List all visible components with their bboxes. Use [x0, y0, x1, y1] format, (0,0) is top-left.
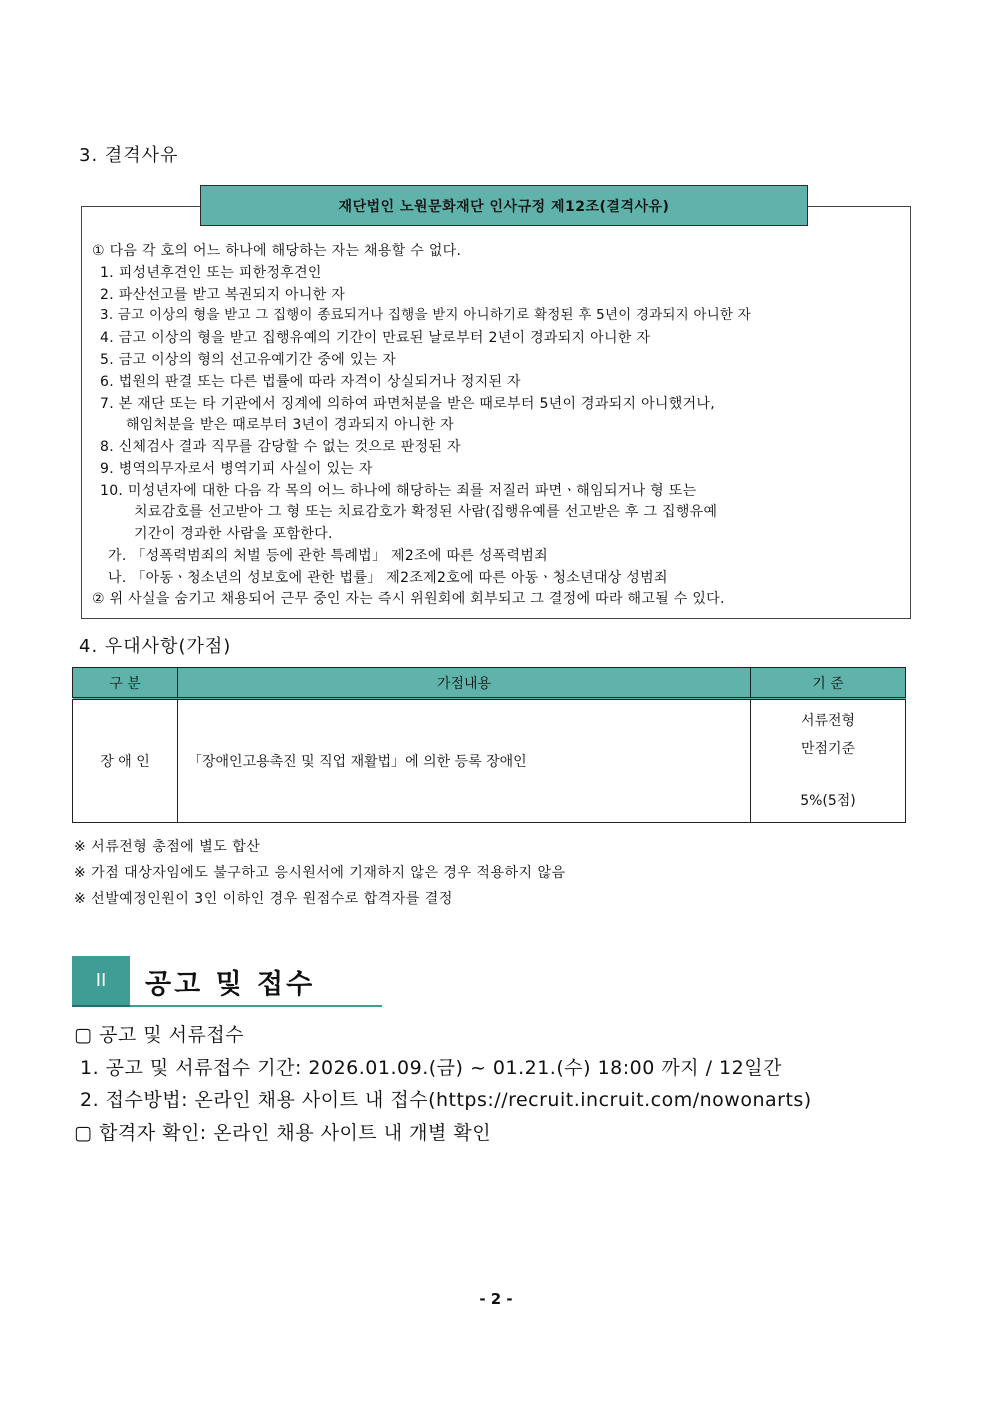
dq-line: 5. 금고 이상의 형의 선고유예기간 중에 있는 자	[100, 352, 397, 368]
dq-line: 2. 파산선고를 받고 복권되지 아니한 자	[100, 287, 346, 303]
notice-item: 2. 접수방법: 온라인 채용 사이트 내 접수(https://recruit.incruit.com/nowonarts)	[80, 1089, 812, 1111]
dq-line: 3. 금고 이상의 형을 받고 그 집행이 종료되거나 집행을 받지 아니하기로 확정된 후 5년이 경과되지 아니한 자	[100, 308, 751, 323]
dq-line: 7. 본 재단 또는 타 기관에서 징계에 의하여 파면처분을 받은 때로부터 5년이 경과되지 아니했거나,	[100, 396, 715, 412]
table-header-category: 구 분	[73, 668, 178, 699]
section-2-underline	[130, 1005, 382, 1007]
dq-line: ① 다음 각 호의 어느 하나에 해당하는 자는 채용할 수 없다.	[92, 243, 462, 259]
row-category: 장 애 인	[73, 699, 178, 823]
dq-line: 4. 금고 이상의 형을 받고 집행유예의 기간이 만료된 날로부터 2년이 경과되지 아니한 자	[100, 330, 651, 346]
criteria-line-2: 만점기준	[800, 741, 856, 757]
disqualification-box	[81, 206, 911, 619]
notice-item: 1. 공고 및 서류접수 기간: 2026.01.09.(금) ~ 01.21.(수) 18:00 까지 / 12일간	[80, 1057, 782, 1079]
note: ※ 선발예정인원이 3인 이하인 경우 원점수로 합격자를 결정	[74, 891, 453, 907]
table-row	[73, 699, 906, 823]
dq-line: 치료감호를 선고받아 그 형 또는 치료감호가 확정된 사람(집행유예를 선고받은 후 그 집행유예	[134, 504, 718, 520]
dq-line: 8. 신체검사 결과 직무를 감당할 수 없는 것으로 판정된 자	[100, 439, 461, 455]
disqualification-box-title: 재단법인 노원문화재단 인사규정 제12조(결격사유)	[200, 185, 808, 226]
dq-line: 해임처분을 받은 때로부터 3년이 경과되지 아니한 자	[126, 417, 455, 433]
criteria-line-1: 서류전형	[800, 713, 856, 729]
row-content: 「장애인고용촉진 및 직업 재활법」에 의한 등록 장애인	[178, 699, 751, 823]
page-number: - 2 -	[479, 1290, 513, 1308]
dq-line: 10. 미성년자에 대한 다음 각 목의 어느 하나에 해당하는 죄를 저질러 파면ㆍ해임되거나 형 또는	[100, 483, 697, 499]
notice-item: ▢ 합격자 확인: 온라인 채용 사이트 내 개별 확인	[74, 1122, 492, 1144]
section-2-title: 공고 및 접수	[145, 969, 316, 1000]
notice-item: ▢ 공고 및 서류접수	[74, 1024, 245, 1046]
dq-line: 1. 피성년후견인 또는 피한정후견인	[100, 265, 322, 281]
dq-line: 가. 「성폭력범죄의 처벌 등에 관한 특례법」 제2조에 따른 성폭력범죄	[108, 548, 548, 564]
dq-line: 9. 병역의무자로서 병역기피 사실이 있는 자	[100, 461, 373, 477]
preference-table	[72, 667, 906, 823]
note: ※ 가점 대상자임에도 불구하고 응시원서에 기재하지 않은 경우 적용하지 않음	[74, 865, 566, 881]
section-3-heading: 3. 결격사유	[79, 145, 179, 166]
criteria-line-3: 5%(5점)	[800, 793, 856, 809]
section-4-heading: 4. 우대사항(가점)	[79, 636, 232, 657]
table-header-criteria: 기 준	[751, 668, 906, 699]
section-2-number: II	[72, 956, 130, 1007]
dq-line: ② 위 사실을 숨기고 채용되어 근무 중인 자는 즉시 위원회에 회부되고 그 결정에 따라 해고될 수 있다.	[92, 591, 725, 607]
table-header-content: 가점내용	[178, 668, 751, 699]
dq-line: 6. 법원의 판결 또는 다른 법률에 따라 자격이 상실되거나 정지된 자	[100, 374, 521, 390]
dq-line: 기간이 경과한 사람을 포함한다.	[134, 526, 333, 542]
note: ※ 서류전형 총점에 별도 합산	[74, 839, 261, 855]
row-criteria	[751, 699, 906, 823]
dq-line: 나. 「아동ㆍ청소년의 성보호에 관한 법률」 제2조제2호에 따른 아동ㆍ청소년대상 성범죄	[108, 570, 668, 586]
